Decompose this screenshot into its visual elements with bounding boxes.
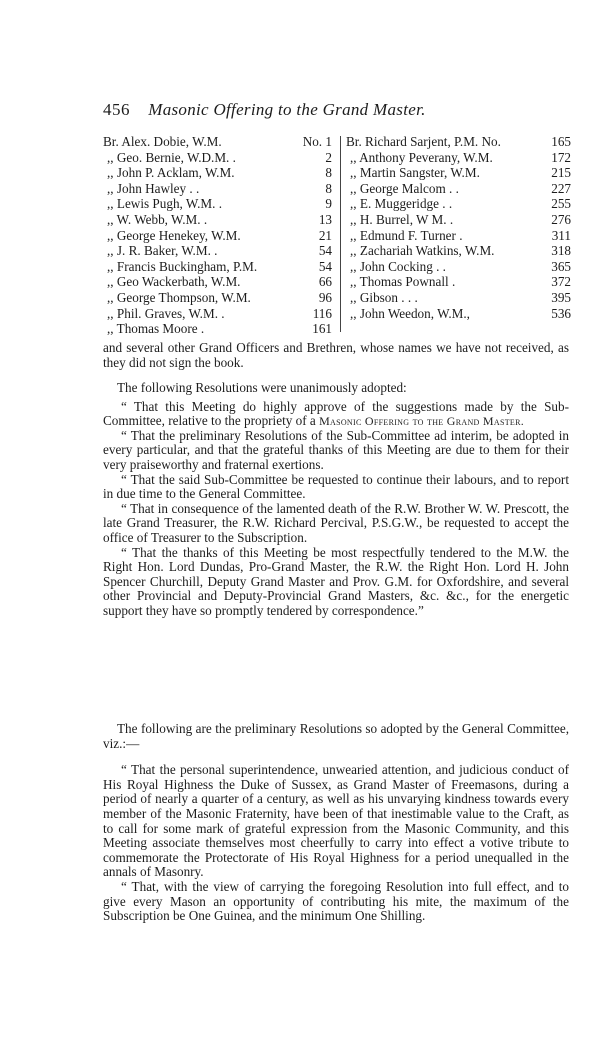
list-item xyxy=(346,306,573,322)
list-item xyxy=(103,274,337,290)
lodge-number: 66 xyxy=(318,274,332,290)
list-item xyxy=(103,321,337,337)
resolution-paragraph: “ That the thanks of this Meeting be most respectfully tendered to the M.W. the Right Hon. Lord Dundas, Pro-Grand Master, the R.W. the Right Hon. Lord H. John Spencer Churchill, Deputy Grand Master and Prov. G.M. for Oxfordshire, and several other Provincial and Deputy-Provincial Grand Masters, &c. &c., for the energetic support they have so promptly tendered by correspondence.” xyxy=(103,544,569,618)
lodge-number: 8 xyxy=(325,180,332,196)
brother-name: ,, Gibson . . . xyxy=(350,289,418,305)
brother-name: ,, John P. Acklam, W.M. xyxy=(107,165,235,181)
lodge-number: 8 xyxy=(325,165,332,181)
column-divider xyxy=(340,136,341,332)
brethren-list-right xyxy=(346,134,573,321)
lodge-number: 172 xyxy=(551,149,571,165)
brother-name: ,, John Hawley . . xyxy=(107,180,200,196)
lodge-number: 311 xyxy=(551,227,571,243)
brother-name: ,, Zachariah Watkins, W.M. xyxy=(350,243,495,259)
lodge-number: 318 xyxy=(551,243,571,259)
brother-name: ,, Anthony Peverany, W.M. xyxy=(350,149,493,165)
paragraph: and several other Grand Officers and Brethren, whose names we have not received, as they did not sign the book. xyxy=(103,340,569,370)
list-item xyxy=(103,306,337,322)
list-item xyxy=(346,274,573,290)
brother-name: ,, John Weedon, W.M., xyxy=(350,305,470,321)
running-title: Masonic Offering to the Grand Master. xyxy=(148,100,426,119)
small-caps-title: Masonic Offering to the Grand Master. xyxy=(319,414,525,429)
lodge-number: No. 1 xyxy=(302,134,332,149)
brother-name: ,, H. Burrel, W M. . xyxy=(350,211,454,227)
brethren-list xyxy=(103,134,573,337)
resolution-paragraph: “ That the personal superintendence, unwearied attention, and judicious conduct of His Royal Highness the Duke of Sussex, as Grand Master of Freemasons, during a period of nearly a quarter of a century, as well as his unvarying kindness towards every member of the Masonic Fraternity, have been of that inestimable value to the Craft, as to call for some mark of grateful expression from the Masonic Community, and this Meeting associate themselves most cheerfully to carry into effect a votive tribute to commemorate the Protectorate of His Royal Highness for a period unequalled in the annals of Masonry. xyxy=(103,762,569,880)
lodge-number: 165 xyxy=(551,134,571,149)
lodge-number: 365 xyxy=(551,258,571,274)
lodge-number: 161 xyxy=(312,321,332,337)
resolution-paragraph xyxy=(103,400,569,429)
list-item xyxy=(346,259,573,275)
running-header xyxy=(103,100,523,120)
lodge-number: 116 xyxy=(312,305,332,321)
lodge-number: 276 xyxy=(551,211,571,227)
list-item xyxy=(103,212,337,228)
lodge-number: 2 xyxy=(325,149,332,165)
brother-name: ,, Thomas Moore . xyxy=(107,321,205,337)
lodge-number: 215 xyxy=(551,165,571,181)
preliminary-resolutions-section xyxy=(103,722,569,924)
paragraph: The following Resolutions were unanimously adopted: xyxy=(117,380,407,395)
resolution-paragraph: “ That, with the view of carrying the foregoing Resolution into full effect, and to give every Mason an opportunity of contributing his mite, the maximum of the Subscription be One Guinea, and the minimum One Shilling. xyxy=(103,878,569,924)
brother-name: ,, J. R. Baker, W.M. . xyxy=(107,243,218,259)
lodge-number: 21 xyxy=(318,227,332,243)
page-number: 456 xyxy=(103,100,130,119)
list-item xyxy=(103,134,337,150)
lodge-number: 13 xyxy=(318,211,332,227)
lodge-number: 372 xyxy=(551,274,571,290)
list-item xyxy=(346,165,573,181)
brother-name: ,, George Malcom . . xyxy=(350,180,459,196)
list-item xyxy=(103,150,337,166)
brother-name: Br. Richard Sarjent, P.M. No. xyxy=(346,134,501,149)
list-item xyxy=(346,290,573,306)
lodge-number: 96 xyxy=(318,289,332,305)
lodge-number: 536 xyxy=(551,305,571,321)
unsigned-officers-note xyxy=(103,341,569,370)
brother-name: ,, Martin Sangster, W.M. xyxy=(350,165,480,181)
list-item xyxy=(103,228,337,244)
resolution-paragraph: “ That in consequence of the lamented death of the R.W. Brother W. W. Prescott, the late Grand Treasurer, the R.W. Richard Percival, P.S.G.W., be requested to accept the office of Treasurer to the Subscription. xyxy=(103,500,569,545)
lodge-number: 255 xyxy=(551,196,571,212)
list-item xyxy=(103,181,337,197)
list-item xyxy=(103,259,337,275)
brother-name: ,, John Cocking . . xyxy=(350,258,446,274)
brother-name: ,, Thomas Pownall . xyxy=(350,274,456,290)
list-item xyxy=(346,243,573,259)
lodge-number: 395 xyxy=(551,289,571,305)
list-item xyxy=(346,134,573,150)
paragraph: The following are the preliminary Resolutions so adopted by the General Committee, viz.:— xyxy=(103,721,569,751)
resolution-paragraph: “ That the preliminary Resolutions of the Sub-Committee ad interim, be adopted in every particular, and that the grateful thanks of this Meeting are due to them for their very praiseworthy and fraternal exertions. xyxy=(103,427,569,472)
lodge-number: 227 xyxy=(551,180,571,196)
brethren-list-left xyxy=(103,134,337,337)
list-item xyxy=(346,181,573,197)
resolutions-section xyxy=(103,381,569,619)
brother-name: Br. Alex. Dobie, W.M. xyxy=(103,134,222,149)
list-item xyxy=(346,212,573,228)
list-item xyxy=(103,243,337,259)
list-item xyxy=(103,196,337,212)
brother-name: ,, George Thompson, W.M. xyxy=(107,289,251,305)
brother-name: ,, Geo Wackerbath, W.M. xyxy=(107,274,241,290)
lodge-number: 54 xyxy=(318,258,332,274)
list-item xyxy=(103,165,337,181)
brother-name: ,, Geo. Bernie, W.D.M. . xyxy=(107,149,236,165)
list-item xyxy=(346,150,573,166)
brother-name: ,, E. Muggeridge . . xyxy=(350,196,453,212)
brother-name: ,, George Henekey, W.M. xyxy=(107,227,241,243)
brother-name: ,, Edmund F. Turner . xyxy=(350,227,463,243)
brother-name: ,, Francis Buckingham, P.M. xyxy=(107,258,258,274)
lodge-number: 54 xyxy=(318,243,332,259)
brother-name: ,, Phil. Graves, W.M. . xyxy=(107,305,225,321)
list-item xyxy=(103,290,337,306)
resolution-paragraph: “ That the said Sub-Committee be requested to continue their labours, and to report in due time to the General Committee. xyxy=(103,471,569,502)
resolution-text: “ That this Meeting do highly approve of the suggestions made by the Sub-Committee, relative to the propriety of a xyxy=(103,398,569,429)
list-item xyxy=(346,196,573,212)
brother-name: ,, W. Webb, W.M. . xyxy=(107,211,208,227)
list-item xyxy=(346,228,573,244)
lodge-number: 9 xyxy=(325,196,332,212)
brother-name: ,, Lewis Pugh, W.M. . xyxy=(107,196,223,212)
